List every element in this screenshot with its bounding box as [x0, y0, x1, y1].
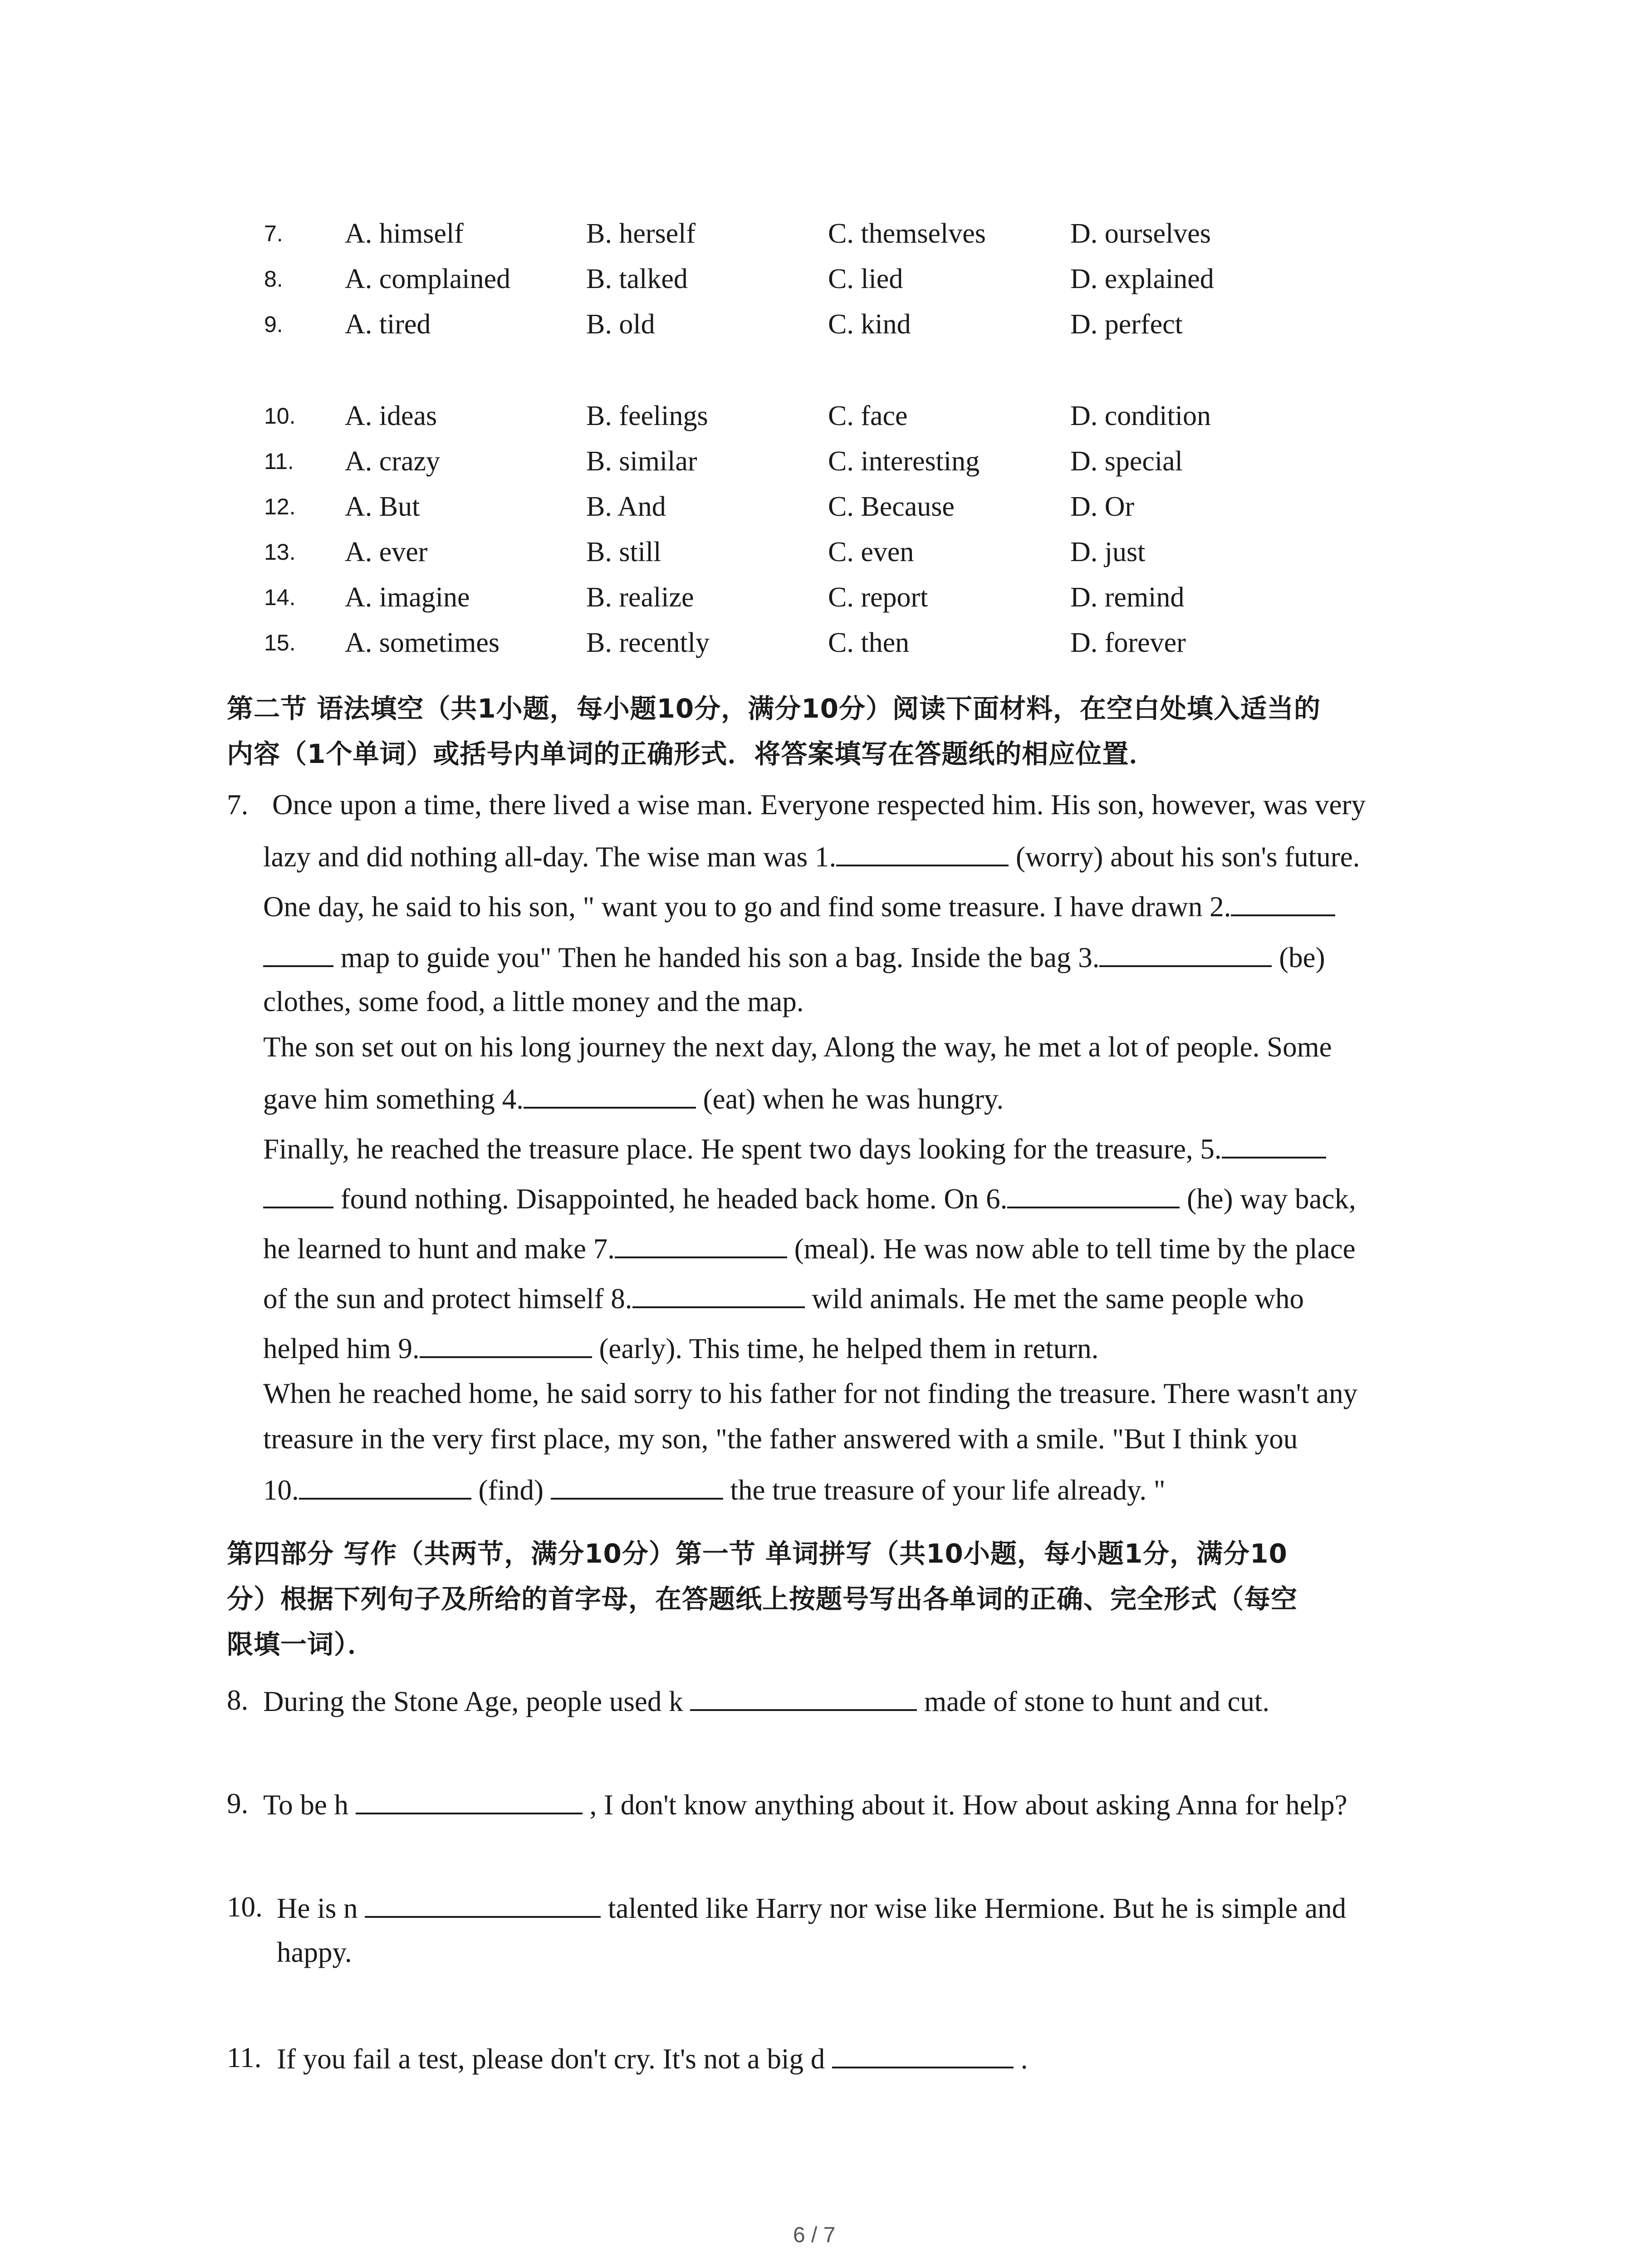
option-b: B. herself [586, 218, 696, 249]
passage-text: helped him 9. [263, 1333, 420, 1364]
passage-line: When he reached home, he said sorry to his father for not finding the treasure. There wasn't any [263, 1378, 1358, 1409]
option-d: D. just [1070, 537, 1146, 567]
option-c: C. interesting [828, 446, 980, 477]
passage-text: gave him something 4. [263, 1083, 524, 1115]
option-a: A. tired [345, 309, 431, 340]
option-d: D. ourselves [1070, 218, 1211, 249]
answer-blank [1222, 1131, 1326, 1158]
option-b: B. still [586, 537, 661, 567]
spelling-question [277, 2041, 1028, 2076]
passage-text: (he) way back, [1187, 1183, 1356, 1215]
passage-text: (find) [478, 1474, 544, 1506]
question-text: If you fail a test, please don't cry. It's not a big d [277, 2043, 825, 2075]
spelling-question [263, 1787, 1347, 1822]
answer-blank [365, 1891, 601, 1918]
option-b: B. similar [586, 446, 697, 477]
question-text: made of stone to hunt and cut. [924, 1686, 1270, 1717]
question-number: 13. [264, 539, 296, 565]
option-row [0, 400, 1641, 445]
option-c: C. lied [828, 264, 903, 294]
passage-text: lazy and did nothing all-day. The wise man was 1. [263, 841, 837, 873]
passage-text: found nothing. Disappointed, he headed back home. On 6. [340, 1183, 1008, 1215]
passage-line: treasure in the very first place, my son, "the father answered with a smile. "But I think you [263, 1423, 1298, 1455]
question-text: He is n [277, 1892, 358, 1924]
option-d: D. remind [1070, 582, 1185, 613]
option-a: A. ideas [345, 401, 437, 431]
option-a: A. imagine [345, 582, 470, 613]
passage-text: (be) [1279, 942, 1325, 973]
passage-line [263, 1081, 1004, 1116]
question-text: talented like Harry nor wise like Hermione. But he is simple and [607, 1892, 1347, 1924]
option-d: D. condition [1070, 401, 1211, 431]
option-a: A. sometimes [345, 627, 500, 658]
passage-text: Finally, he reached the treasure place. He spent two days looking for the treasure, 5. [263, 1133, 1222, 1165]
passage-line [263, 1231, 1356, 1266]
question-number: 8. [264, 266, 283, 292]
spelling-question [263, 1684, 1269, 1718]
passage-line [263, 1181, 1356, 1216]
answer-blank [1231, 889, 1335, 916]
option-b: B. talked [586, 264, 688, 294]
question-number: 15. [264, 630, 296, 655]
passage-line [263, 889, 1335, 924]
answer-blank [299, 1472, 471, 1500]
question-number: 7. [227, 789, 249, 821]
option-d: D. explained [1070, 264, 1214, 294]
answer-blank [551, 1472, 723, 1500]
option-c: C. then [828, 627, 910, 658]
question-text: . [1020, 2043, 1028, 2075]
option-b: B. recently [586, 627, 710, 658]
passage-text: map to guide you" Then he handed his son a bag. Inside the bag 3. [340, 942, 1100, 973]
passage-text: wild animals. He met the same people who [812, 1283, 1304, 1315]
passage-line [263, 839, 1360, 874]
section-heading: 限填一词）． [227, 1629, 375, 1660]
spelling-question [277, 1891, 1346, 1925]
answer-blank [1007, 1181, 1180, 1208]
option-a: A. crazy [345, 446, 440, 477]
section-heading: 第二节 语法填空（共1小题，每小题10分，满分10分）阅读下面材料，在空白处填入适当的 [227, 693, 1321, 724]
passage-line [263, 1131, 1326, 1166]
question-number: 14. [264, 585, 296, 610]
option-row [0, 308, 1641, 354]
question-text: , I don't know anything about it. How about asking Anna for help? [589, 1789, 1347, 1821]
answer-blank [263, 1181, 333, 1208]
option-c: C. themselves [828, 218, 986, 249]
answer-blank [690, 1684, 917, 1711]
passage-line: The son set out on his long journey the next day, Along the way, he met a lot of people. Some [263, 1031, 1332, 1063]
option-c: C. even [828, 537, 914, 567]
question-text: To be h [263, 1789, 349, 1821]
question-number: 9. [264, 312, 283, 337]
question-number: 7. [264, 221, 283, 246]
option-c: C. face [828, 401, 908, 431]
answer-blank [632, 1281, 805, 1308]
passage-text: (worry) about his son's future. [1015, 841, 1360, 873]
option-row [0, 445, 1641, 491]
option-c: C. report [828, 582, 928, 613]
passage-line [263, 1331, 1098, 1365]
answer-blank [615, 1231, 787, 1258]
passage-text: One day, he said to his son, " want you to go and find some treasure. I have drawn 2. [263, 891, 1231, 923]
passage-text: (meal). He was now able to tell time by the place [794, 1233, 1356, 1265]
passage-line: clothes, some food, a little money and the map. [263, 986, 804, 1017]
question-number: 8. [227, 1684, 249, 1716]
passage-text: (eat) when he was hungry. [703, 1083, 1004, 1115]
answer-blank [524, 1081, 696, 1109]
answer-blank [420, 1331, 592, 1358]
option-c: C. kind [828, 309, 911, 340]
question-number: 11. [227, 2042, 262, 2073]
option-b: B. feelings [586, 401, 708, 431]
answer-blank [836, 839, 1009, 866]
option-a: A. himself [345, 218, 464, 249]
passage-line [263, 1281, 1304, 1315]
option-row [0, 582, 1641, 627]
question-number: 12. [264, 494, 296, 519]
page-number: 6 / 7 [793, 2223, 836, 2247]
option-b: B. old [586, 309, 655, 340]
option-b: B. And [586, 491, 666, 522]
answer-blank [832, 2041, 1014, 2068]
option-d: D. Or [1070, 491, 1135, 522]
option-a: A. complained [345, 264, 511, 294]
passage-text: of the sun and protect himself 8. [263, 1283, 632, 1315]
passage-text: the true treasure of your life already. " [730, 1474, 1166, 1506]
passage-text: 10. [263, 1474, 299, 1506]
option-a: A. ever [345, 537, 428, 567]
option-d: D. perfect [1070, 309, 1183, 340]
question-text: happy. [277, 1936, 352, 1968]
option-d: D. special [1070, 446, 1183, 477]
question-number: 11. [264, 449, 294, 474]
question-number: 9. [227, 1788, 249, 1819]
section-heading: 第四部分 写作（共两节，满分10分）第一节 单词拼写（共10小题，每小题1分，满分10 [227, 1538, 1288, 1569]
answer-blank [1099, 940, 1272, 967]
option-row [0, 491, 1641, 536]
option-row [0, 536, 1641, 582]
passage-text: (early). This time, he helped them in return. [599, 1333, 1099, 1364]
option-b: B. realize [586, 582, 694, 613]
passage-line: Once upon a time, there lived a wise man. Everyone respected him. His son, however, was very [272, 789, 1366, 821]
section-heading: 分）根据下列句子及所给的首字母，在答题纸上按题号写出各单词的正确、完全形式（每空 [227, 1584, 1298, 1614]
option-c: C. Because [828, 491, 955, 522]
option-row [0, 263, 1641, 308]
section-heading: 内容（1个单词）或括号内单词的正确形式．将答案填写在答题纸的相应位置． [227, 738, 1156, 769]
option-a: A. But [345, 491, 420, 522]
passage-line [263, 940, 1325, 974]
option-row [0, 218, 1641, 263]
option-row [0, 627, 1641, 672]
question-text: During the Stone Age, people used k [263, 1686, 683, 1717]
passage-line [263, 1472, 1166, 1507]
answer-blank [356, 1787, 583, 1814]
question-number: 10. [264, 403, 296, 429]
passage-text: he learned to hunt and make 7. [263, 1233, 615, 1265]
question-number: 10. [227, 1891, 263, 1923]
option-d: D. forever [1070, 627, 1186, 658]
answer-blank [263, 940, 333, 967]
